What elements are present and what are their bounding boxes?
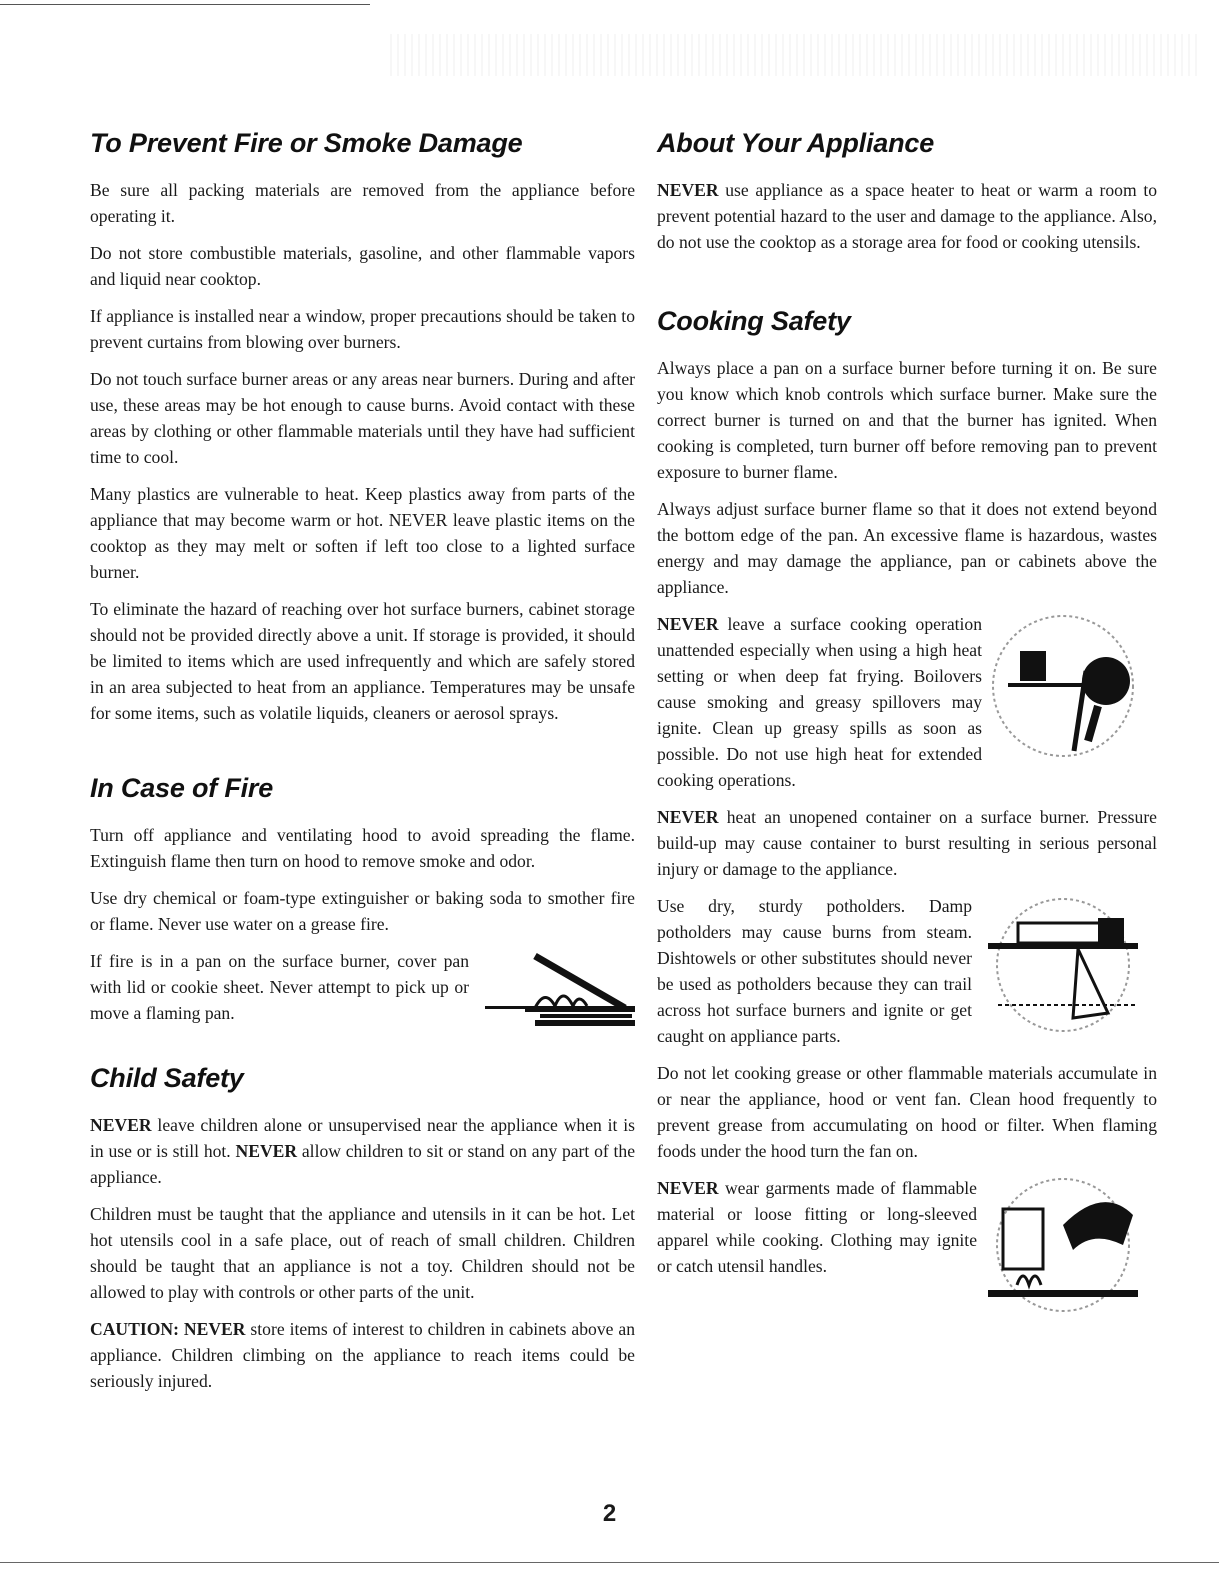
left-column <box>90 128 635 1405</box>
cooking-p7-text: wear garments made of flammable material or loose fitting or long-sleeved apparel while cooking. Clothing may ignite or catch utensil handles. <box>657 1178 977 1276</box>
covered-pan-illustration <box>475 948 635 1028</box>
cooking-p1: Always place a pan on a surface burner before turning it on. Be sure you know which knob controls which surface burner. Make sure the correct burner is turned on and that the burner has ignited. When cooking is completed, turn burner off before removing pan to prevent exposure to burner flame. <box>657 358 1157 482</box>
cooking-p4-text: heat an unopened container on a surface burner. Pressure build-up may cause container to burst resulting in serious personal injury or damage to the appliance. <box>657 807 1157 879</box>
child-p3 <box>90 1316 635 1394</box>
cooking-safety-section <box>657 306 1157 1325</box>
child-p1 <box>90 1112 635 1190</box>
page-number: 2 <box>602 1500 617 1527</box>
never-label: NEVER <box>657 180 719 200</box>
cooking-safety-heading: Cooking Safety <box>657 306 851 336</box>
never-label: NEVER <box>657 807 719 827</box>
never-label: NEVER <box>657 1178 719 1198</box>
cooking-p5: Use dry, sturdy potholders. Damp potholders may cause burns from steam. Dishtowels or other substitutes should never be used as potholders because they can trail across hot surface burners and ignite or get caught on appliance parts. <box>657 896 972 1046</box>
fire-smoke-heading: To Prevent Fire or Smoke Damage <box>90 128 523 158</box>
unattended-cooking-illustration <box>988 611 1138 761</box>
child-safety-heading: Child Safety <box>90 1063 244 1093</box>
right-column <box>657 128 1157 1325</box>
scan-artifact <box>390 34 1200 76</box>
in-case-of-fire-section <box>90 773 635 1037</box>
fire-smoke-p1: Be sure all packing materials are removed from the appliance before operating it. <box>90 180 635 226</box>
never-label: NEVER <box>657 614 719 634</box>
child-p2: Children must be taught that the appliance and utensils in it can be hot. Let hot utensils cool in a safe place, out of reach of small children. Children should be taught that an appliance is not a toy. Children should not be allowed to play with controls or other parts of the unit. <box>90 1204 635 1302</box>
in-case-of-fire-heading: In Case of Fire <box>90 773 274 803</box>
never-label-2: NEVER <box>235 1141 298 1161</box>
about-heading: About Your Appliance <box>657 128 935 158</box>
cooking-p4 <box>657 804 1157 882</box>
cooking-p6: Do not let cooking grease or other flammable materials accumulate in or near the appliance, hood or vent fan. Clean hood frequently to prevent grease from accumulating on hood or filter. When flaming foods under the hood turn the fan on. <box>657 1063 1157 1161</box>
fire-smoke-p6: To eliminate the hazard of reaching over hot surface burners, cabinet storage should not be provided directly above a unit. If storage is provided, it should be limited to items which are used infrequently and which are safely stored in an area subjected to heat from an appliance. Temperatures may be unsafe for some items, such as volatile liquids, cleaners or aerosol sprays. <box>90 599 635 723</box>
fire-smoke-p3: If appliance is installed near a window, proper precautions should be taken to prevent curtains from blowing over burners. <box>90 306 635 352</box>
about-section <box>657 128 1157 255</box>
cooking-p3 <box>657 611 982 793</box>
child-p3-text: store items of interest to children in cabinets above an appliance. Children climbing on the appliance to reach items could be seriously injured. <box>90 1319 635 1391</box>
child-safety-section <box>90 1063 635 1394</box>
cooking-p3-text: leave a surface cooking operation unattended especially when using a high heat setting or when deep fat frying. Boilovers cause smoking and greasy spillovers may ignite. Clean up greasy spills as soon as possible. Do not use high heat for extended cooking operations. <box>657 614 982 790</box>
caution-label: CAUTION: NEVER <box>90 1319 246 1339</box>
fire-smoke-p5: Many plastics are vulnerable to heat. Keep plastics away from parts of the appliance that may become warm or hot. NEVER leave plastic items on the cooktop as they may melt or soften if left too close to a lighted surface burner. <box>90 484 635 582</box>
about-p1-text: use appliance as a space heater to heat or warm a room to prevent potential hazard to the user and damage to the appliance. Also, do not use the cooktop as a storage area for food or cooking utensils. <box>657 180 1157 252</box>
child-p1-text-a: leave children alone or unsupervised near the appliance when it is in use or is still hot. <box>90 1115 635 1161</box>
cooking-p7 <box>657 1175 977 1279</box>
about-p1 <box>657 177 1157 255</box>
potholder-illustration <box>978 893 1148 1043</box>
cooking-p2: Always adjust surface burner flame so that it does not extend beyond the bottom edge of the pan. An excessive flame is hazardous, wastes energy and may damage the appliance, pan or cabinets above the appliance. <box>657 499 1157 597</box>
cooking-p3-row <box>657 611 1157 804</box>
bottom-rule <box>0 1562 1219 1563</box>
cooking-p5-row <box>657 893 1157 1060</box>
fire-p2: Use dry chemical or foam-type extinguisher or baking soda to smother fire or flame. Never use water on a grease fire. <box>90 888 635 934</box>
never-label: NEVER <box>90 1115 152 1135</box>
loose-clothing-illustration <box>983 1175 1143 1325</box>
cooking-p7-row <box>657 1175 1157 1325</box>
fire-smoke-p2: Do not store combustible materials, gasoline, and other flammable vapors and liquid near cooktop. <box>90 243 635 289</box>
top-rule <box>0 4 370 5</box>
fire-p3-row <box>90 948 635 1037</box>
fire-p3: If fire is in a pan on the surface burner, cover pan with lid or cookie sheet. Never attempt to pick up or move a flaming pan. <box>90 951 469 1023</box>
fire-smoke-section <box>90 128 635 726</box>
child-p1-text-b: allow children to sit or stand on any part of the appliance. <box>90 1141 636 1187</box>
fire-smoke-p4: Do not touch surface burner areas or any areas near burners. During and after use, these areas may be hot enough to cause burns. Avoid contact with these areas by clothing or other flammable materials until they have had sufficient time to cool. <box>90 369 635 467</box>
fire-p1: Turn off appliance and ventilating hood to avoid spreading the flame. Extinguish flame then turn on hood to remove smoke and odor. <box>90 825 635 871</box>
